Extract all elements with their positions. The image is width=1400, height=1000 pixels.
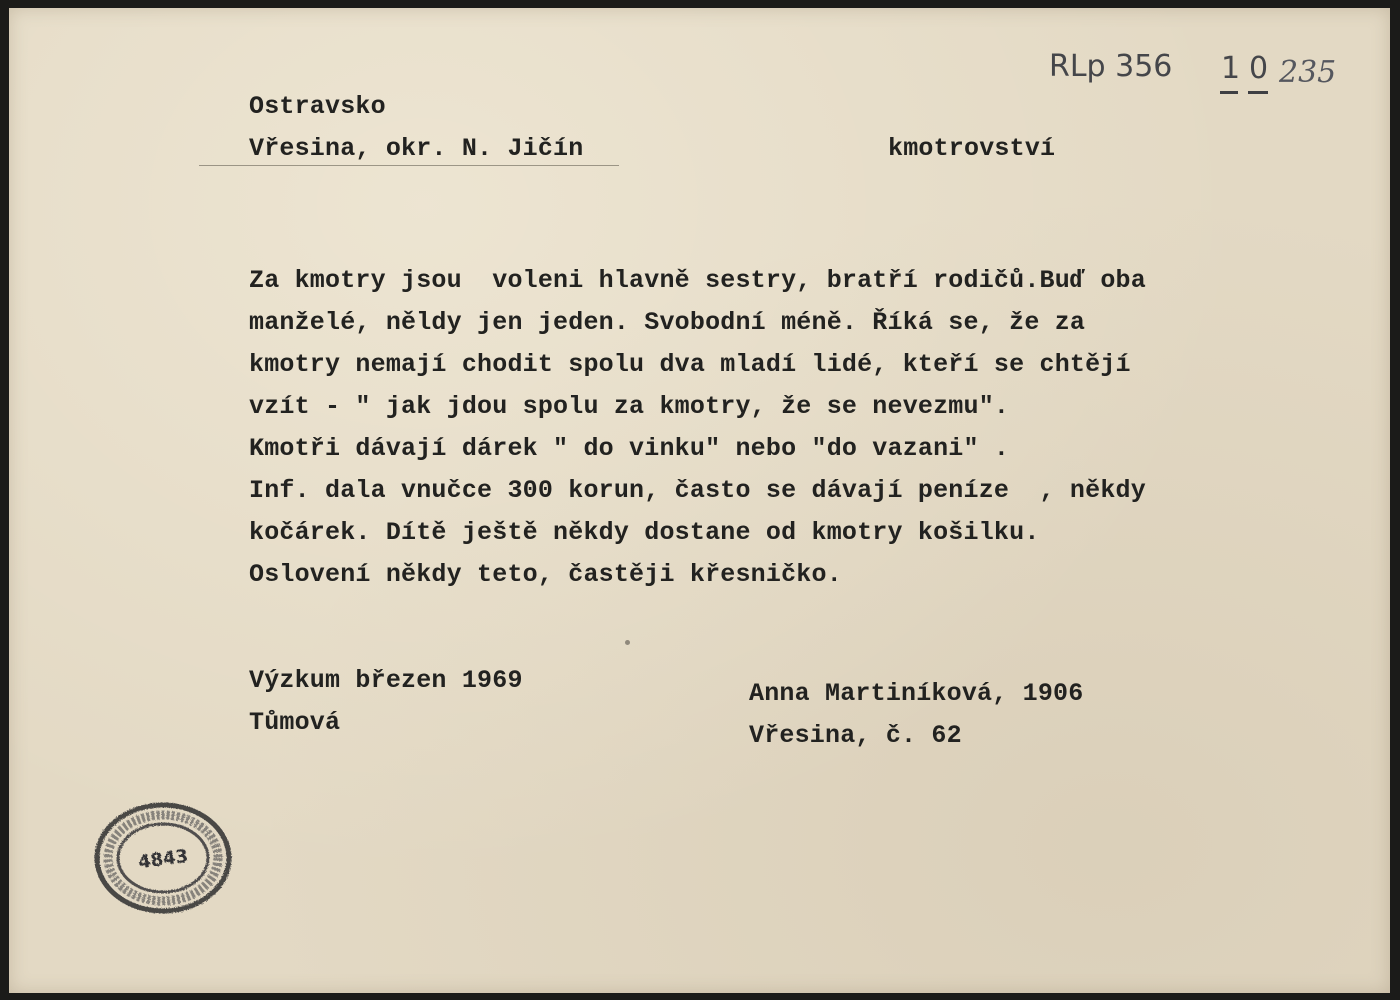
catalog-mark-2: 0 <box>1249 51 1269 86</box>
informant-name: Anna Martiníková, 1906 <box>749 679 1084 708</box>
catalog-mark-1: 1 <box>1221 51 1241 86</box>
body-line: Za kmotry jsou voleni hlavně sestry, bratří rodičů.Buď oba <box>249 266 1146 295</box>
archive-stamp <box>93 801 233 916</box>
catalog-number: RLp 356 <box>1049 49 1173 84</box>
body-line: vzít - " jak jdou spolu za kmotry, že se nevezmu". <box>249 392 1010 421</box>
body-line: Kmotři dávají dárek " do vinku" nebo "do vazani" . <box>249 434 1010 463</box>
region-heading: Ostravsko <box>249 92 386 121</box>
catalog-mark-1-underline <box>1220 91 1238 94</box>
researcher-name: Tůmová <box>249 708 341 737</box>
topic-heading: kmotrovství <box>888 134 1056 163</box>
body-text <box>249 260 1146 596</box>
body-line: kočárek. Dítě ještě někdy dostane od kmotry košilku. <box>249 518 1040 547</box>
body-line: manželé, něldy jen jeden. Svobodní méně. Říká se, že za <box>249 308 1086 337</box>
body-line: Inf. dala vnučce 300 korun, často se dávají peníze , někdy <box>249 476 1146 505</box>
paper-speck <box>625 640 630 645</box>
handwritten-number: 235 <box>1279 55 1337 90</box>
body-line: Oslovení někdy teto, častěji křesničko. <box>249 560 842 589</box>
archive-index-card <box>9 8 1390 993</box>
research-date: Výzkum březen 1969 <box>249 666 523 695</box>
locality-heading: Vřesina, okr. N. Jičín <box>249 134 584 163</box>
header-rule <box>199 165 619 166</box>
stamp-number: 4843 <box>136 845 190 874</box>
body-line: kmotry nemají chodit spolu dva mladí lidé, kteří se chtějí <box>249 350 1131 379</box>
informant-address: Vřesina, č. 62 <box>749 721 962 750</box>
catalog-mark-2-underline <box>1248 91 1268 94</box>
